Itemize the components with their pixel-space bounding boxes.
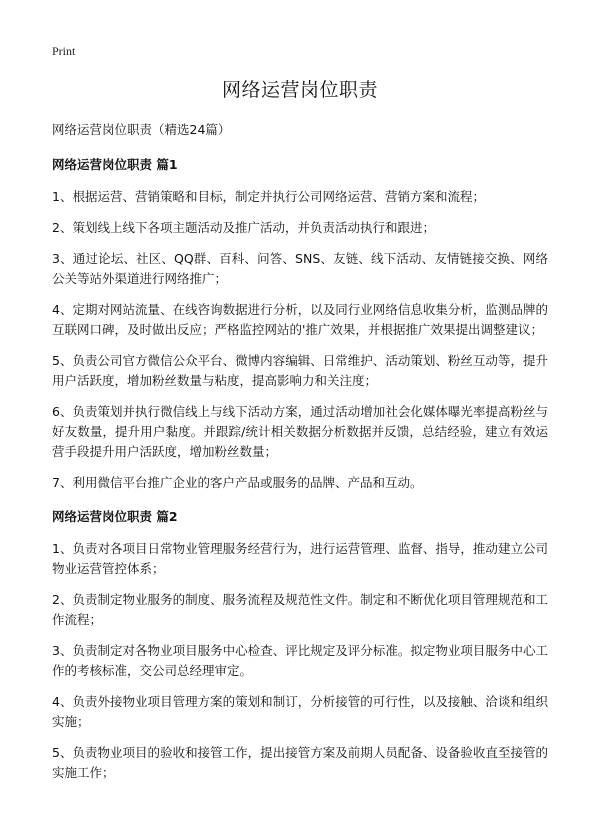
section-2: [52, 507, 548, 783]
list-item: 5、负责公司官方微信公众平台、微博内容编辑、日常维护、活动策划、粉丝互动等，提升用户活跃度，增加粉丝数量与粘度，提高影响力和关注度；: [52, 353, 548, 388]
document-subtitle: 网络运营岗位职责（精选24篇）: [52, 122, 231, 137]
list-item: 1、负责对各项目日常物业管理服务经营行为，进行运营管理、监督、指导，推动建立公司物业运营管控体系；: [52, 541, 548, 576]
list-item: 6、负责策划并执行微信线上与线下活动方案，通过活动增加社会化媒体曝光率提高粉丝与好友数量，提升用户黏度。并跟踪/统计相关数据分析数据并反馈，总结经验，建立有效运营手段提升用户活跃度，增加粉丝数量；: [52, 404, 548, 459]
list-item: 2、策划线上线下各项主题活动及推广活动，并负责活动执行和跟进；: [52, 220, 435, 235]
list-item: 4、定期对网站流量、在线咨询数据进行分析，以及同行业网络信息收集分析，监测品牌的互联网口碑，及时做出反应；严格监控网站的'推广效果，并根据推广效果提出调整建议；: [52, 302, 548, 337]
list-item: 7、利用微信平台推广企业的客户产品或服务的品牌、产品和互动。: [52, 475, 423, 490]
list-item: 4、负责外接物业项目管理方案的策划和制订，分析接管的可行性，以及接触、洽谈和组织实施；: [52, 694, 548, 729]
section-heading: 网络运营岗位职责 篇2: [52, 509, 178, 524]
print-label: Print: [52, 44, 76, 58]
section-heading: 网络运营岗位职责 篇1: [52, 157, 178, 172]
list-item: 3、通过论坛、社区、QQ群、百科、问答、SNS、友链、线下活动、友情链接交换、网络公关等站外渠道进行网络推广；: [52, 251, 548, 286]
list-item: 3、负责制定对各物业项目服务中心检查、评比规定及评分标准。拟定物业项目服务中心工作的考核标准，交公司总经理审定。: [52, 643, 548, 678]
document-title: 网络运营岗位职责: [221, 79, 378, 101]
list-item: 5、负责物业项目的验收和接管工作，提出接管方案及前期人员配备、设备验收直至接管的实施工作；: [52, 745, 548, 780]
section-1: [52, 155, 548, 493]
list-item: 2、负责制定物业服务的制度、服务流程及规范性文件。制定和不断优化项目管理规范和工作流程；: [52, 592, 548, 627]
list-item: 1、根据运营、营销策略和目标，制定并执行公司网络运营、营销方案和流程；: [52, 189, 485, 204]
